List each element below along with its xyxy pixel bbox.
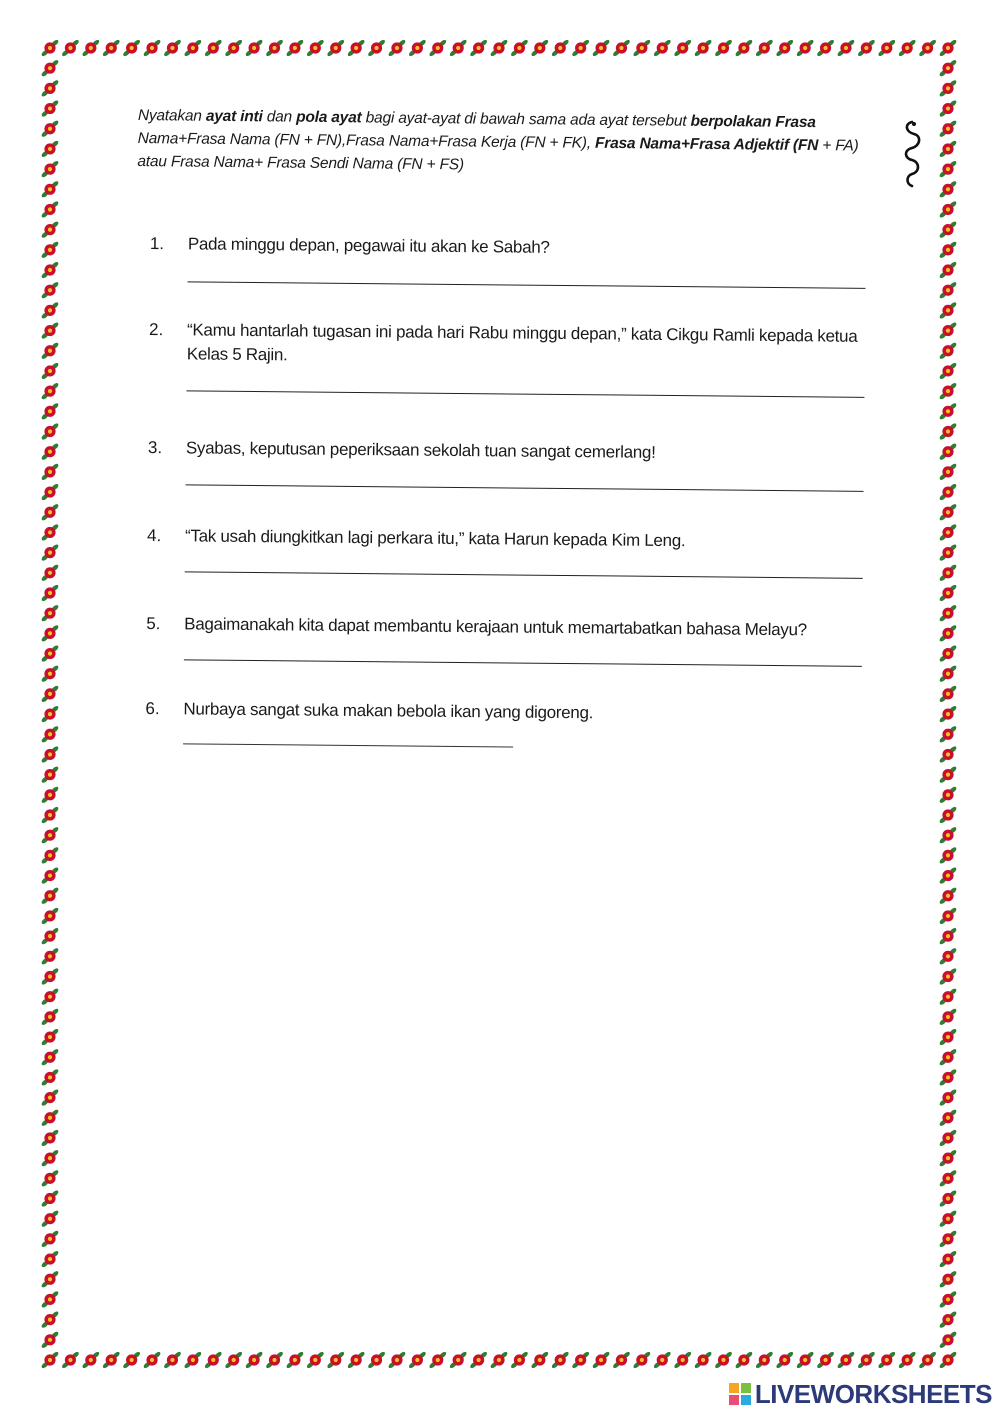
border-flower [877, 39, 896, 58]
border-flower [61, 39, 80, 58]
border-flower [836, 1351, 855, 1370]
border-flower [939, 866, 958, 885]
border-flower [714, 1351, 733, 1370]
border-flower [571, 39, 590, 58]
border-flower [939, 1250, 958, 1269]
border-flower [41, 523, 60, 542]
border-flower [939, 119, 958, 138]
border-flower [41, 907, 60, 926]
border-flower [41, 1310, 60, 1329]
border-flower [939, 604, 958, 623]
border-flower [41, 160, 60, 179]
border-flower [939, 765, 958, 784]
border-flower [775, 1351, 794, 1370]
border-flower [939, 584, 958, 603]
border-flower [939, 564, 958, 583]
border-flower [490, 1351, 509, 1370]
border-flower [939, 907, 958, 926]
border-flower [939, 1048, 958, 1067]
border-flower [939, 543, 958, 562]
border-flower [714, 39, 733, 58]
border-flower [939, 442, 958, 461]
question-number: 1. [149, 233, 165, 254]
border-flower [41, 261, 60, 280]
border-flower [41, 1008, 60, 1027]
border-flower [898, 39, 917, 58]
border-flower [41, 39, 60, 58]
border-flower [41, 806, 60, 825]
border-flower [510, 1351, 529, 1370]
border-flower [41, 1088, 60, 1107]
answer-line[interactable] [184, 658, 862, 667]
border-flower [41, 745, 60, 764]
border-flower [939, 1129, 958, 1148]
border-flower [326, 1351, 345, 1370]
border-flower [61, 1351, 80, 1370]
border-flower [41, 281, 60, 300]
answer-line[interactable] [186, 389, 864, 398]
question-text: “Tak usah diungkitkan lagi perkara itu,” kata Harun kepada Kim Leng. [184, 526, 686, 551]
border-flower [163, 1351, 182, 1370]
border-flower [755, 39, 774, 58]
border-flower [41, 987, 60, 1006]
border-flower [673, 39, 692, 58]
border-flower [632, 1351, 651, 1370]
border-flower [490, 39, 509, 58]
question-item [146, 612, 877, 704]
border-flower [41, 140, 60, 159]
border-flower [285, 1351, 304, 1370]
border-flower [694, 39, 713, 58]
border-flower [796, 1351, 815, 1370]
question-text: “Kamu hantarlah tugasan ini pada hari Rabu minggu depan,” kata Cikgu Ramli kepada ketua Kelas 5 Rajin. [186, 320, 858, 365]
border-flower [41, 846, 60, 865]
answer-line[interactable] [188, 280, 866, 289]
border-flower [939, 1149, 958, 1168]
border-flower [939, 402, 958, 421]
border-flower [939, 705, 958, 724]
border-flower [939, 241, 958, 260]
border-flower [41, 543, 60, 562]
border-flower [428, 1351, 447, 1370]
border-flower [41, 624, 60, 643]
border-flower [102, 1351, 121, 1370]
border-flower [939, 1230, 958, 1249]
border-flower [632, 39, 651, 58]
border-flower [41, 483, 60, 502]
border-flower [224, 39, 243, 58]
border-flower [939, 886, 958, 905]
border-flower [939, 39, 958, 58]
border-flower [41, 119, 60, 138]
border-flower [449, 1351, 468, 1370]
border-flower [939, 624, 958, 643]
border-flower [204, 1351, 223, 1370]
border-flower [245, 39, 264, 58]
border-flower [224, 1351, 243, 1370]
border-flower [918, 1351, 937, 1370]
border-flower [653, 39, 672, 58]
border-flower [265, 1351, 284, 1370]
border-flower [939, 463, 958, 482]
liveworksheets-logo-icon [729, 1383, 751, 1405]
question-item [148, 318, 879, 443]
border-flower [551, 39, 570, 58]
border-flower [41, 301, 60, 320]
border-flower [592, 1351, 611, 1370]
border-flower [163, 39, 182, 58]
border-flower [939, 200, 958, 219]
border-flower [41, 79, 60, 98]
border-flower [41, 604, 60, 623]
answer-line[interactable] [186, 483, 864, 492]
border-flower [939, 1290, 958, 1309]
border-flower [41, 241, 60, 260]
question-number: 4. [146, 525, 162, 546]
border-flower [41, 503, 60, 522]
border-flower [530, 39, 549, 58]
border-flower [408, 1351, 427, 1370]
question-item [149, 232, 880, 325]
border-flower [939, 1028, 958, 1047]
border-flower [41, 1109, 60, 1128]
border-flower [939, 503, 958, 522]
border-flower [939, 1310, 958, 1329]
border-flower [41, 644, 60, 663]
border-flower [41, 463, 60, 482]
border-flower [41, 1351, 60, 1370]
border-flower [41, 1230, 60, 1249]
border-flower [183, 1351, 202, 1370]
border-flower [898, 1351, 917, 1370]
border-flower [265, 39, 284, 58]
border-flower [939, 664, 958, 683]
border-flower [204, 39, 223, 58]
answer-line[interactable] [185, 570, 863, 579]
border-flower [143, 1351, 162, 1370]
border-flower [694, 1351, 713, 1370]
border-flower [939, 220, 958, 239]
instruction-text: Nyatakan ayat inti dan pola ayat bagi ayat-ayat di bawah sama ada ayat tersebut berpolakan Frasa Nama+Frasa Nama (FN + FN),Frasa Nama+Frasa Kerja (FN + FK), Frasa Nama+Frasa Adjektif (FN + FA) atau Frasa Nama+ Frasa Sendi Nama (FN + FS) [137, 106, 859, 174]
border-flower [469, 1351, 488, 1370]
border-flower [939, 806, 958, 825]
border-flower [41, 927, 60, 946]
border-flower [816, 1351, 835, 1370]
border-flower [347, 1351, 366, 1370]
border-flower [734, 1351, 753, 1370]
border-flower [428, 39, 447, 58]
border-flower [41, 342, 60, 361]
border-flower [41, 1068, 60, 1087]
border-flower [939, 745, 958, 764]
question-number: 2. [148, 319, 164, 340]
border-flower [612, 39, 631, 58]
border-flower [81, 1351, 100, 1370]
border-flower [592, 39, 611, 58]
border-flower [41, 1028, 60, 1047]
border-flower [367, 1351, 386, 1370]
border-flower [877, 1351, 896, 1370]
border-flower [939, 160, 958, 179]
border-flower [183, 39, 202, 58]
border-flower [653, 1351, 672, 1370]
border-flower [734, 39, 753, 58]
border-flower [122, 1351, 141, 1370]
border-flower [571, 1351, 590, 1370]
border-flower [41, 1169, 60, 1188]
border-flower [939, 79, 958, 98]
border-flower [551, 1351, 570, 1370]
border-flower [41, 1189, 60, 1208]
border-flower [41, 1290, 60, 1309]
question-text: Bagaimanakah kita dapat membantu kerajaan untuk memartabatkan bahasa Melayu? [184, 614, 807, 640]
border-flower [41, 59, 60, 78]
snake-doodle-icon [898, 118, 926, 190]
border-flower [41, 1149, 60, 1168]
border-flower [41, 200, 60, 219]
border-flower [939, 342, 958, 361]
border-flower [510, 39, 529, 58]
question-item [146, 524, 877, 619]
border-flower [939, 99, 958, 118]
border-flower [939, 947, 958, 966]
border-flower [306, 39, 325, 58]
border-flower [122, 39, 141, 58]
border-flower [939, 1088, 958, 1107]
question-number: 5. [146, 613, 161, 634]
border-flower [939, 362, 958, 381]
border-flower [41, 886, 60, 905]
border-flower [41, 180, 60, 199]
border-flower [41, 1250, 60, 1269]
border-flower [306, 1351, 325, 1370]
border-flower [469, 39, 488, 58]
border-flower [285, 39, 304, 58]
border-flower [836, 39, 855, 58]
border-flower [939, 382, 958, 401]
border-flower [939, 826, 958, 845]
border-flower [41, 1331, 60, 1350]
border-flower [41, 382, 60, 401]
border-flower [939, 422, 958, 441]
border-flower [41, 947, 60, 966]
border-flower [41, 765, 60, 784]
border-flower [41, 564, 60, 583]
border-flower [41, 220, 60, 239]
border-flower [449, 39, 468, 58]
border-flower [939, 1169, 958, 1188]
border-flower [775, 39, 794, 58]
border-flower [939, 725, 958, 744]
border-flower [939, 1068, 958, 1087]
border-flower [387, 1351, 406, 1370]
border-flower [81, 39, 100, 58]
border-flower [41, 1209, 60, 1228]
question-number: 6. [145, 698, 160, 719]
border-flower [102, 39, 121, 58]
border-flower [347, 39, 366, 58]
border-flower [41, 362, 60, 381]
border-flower [41, 826, 60, 845]
border-flower [816, 39, 835, 58]
question-text: Nurbaya sangat suka makan bebola ikan yang digoreng. [183, 699, 594, 723]
border-flower [939, 59, 958, 78]
border-flower [41, 664, 60, 683]
border-flower [939, 1008, 958, 1027]
border-flower [939, 140, 958, 159]
border-flower [41, 422, 60, 441]
border-flower [939, 301, 958, 320]
border-flower [939, 1270, 958, 1289]
border-flower [939, 644, 958, 663]
border-flower [408, 39, 427, 58]
border-flower [939, 1109, 958, 1128]
border-flower [939, 1189, 958, 1208]
border-flower [530, 1351, 549, 1370]
brand-name: LIVEWORKSHEETS [754, 1378, 992, 1409]
border-flower [939, 321, 958, 340]
border-flower [387, 39, 406, 58]
border-flower [939, 1209, 958, 1228]
border-flower [41, 442, 60, 461]
border-flower [755, 1351, 774, 1370]
border-flower [939, 483, 958, 502]
question-list [145, 232, 880, 751]
border-flower [41, 725, 60, 744]
border-flower [939, 987, 958, 1006]
border-flower [41, 321, 60, 340]
border-flower [918, 39, 937, 58]
border-flower [41, 584, 60, 603]
border-flower [41, 866, 60, 885]
border-flower [367, 39, 386, 58]
border-flower [939, 1351, 958, 1370]
border-flower [939, 281, 958, 300]
border-flower [41, 1270, 60, 1289]
border-flower [939, 180, 958, 199]
border-flower [939, 967, 958, 986]
border-flower [612, 1351, 631, 1370]
border-flower [41, 786, 60, 805]
border-flower [939, 927, 958, 946]
question-number: 3. [147, 437, 163, 458]
question-text: Syabas, keputusan peperiksaan sekolah tuan sangat cemerlang! [185, 438, 656, 462]
border-flower [796, 39, 815, 58]
border-flower [41, 967, 60, 986]
border-flower [326, 39, 345, 58]
border-flower [939, 1331, 958, 1350]
border-flower [939, 261, 958, 280]
question-item [147, 436, 878, 531]
border-flower [939, 685, 958, 704]
border-flower [41, 685, 60, 704]
border-flower [673, 1351, 692, 1370]
border-flower [939, 523, 958, 542]
question-text: Pada minggu depan, pegawai itu akan ke Sabah? [187, 234, 550, 257]
border-flower [857, 1351, 876, 1370]
border-flower [143, 39, 162, 58]
border-flower [245, 1351, 264, 1370]
border-flower [41, 402, 60, 421]
border-flower [41, 99, 60, 118]
border-flower [41, 705, 60, 724]
border-flower [939, 846, 958, 865]
border-flower [857, 39, 876, 58]
border-flower [41, 1129, 60, 1148]
border-flower [939, 786, 958, 805]
question-item [145, 697, 875, 751]
liveworksheets-brand[interactable] [729, 1379, 992, 1409]
border-flower [41, 1048, 60, 1067]
